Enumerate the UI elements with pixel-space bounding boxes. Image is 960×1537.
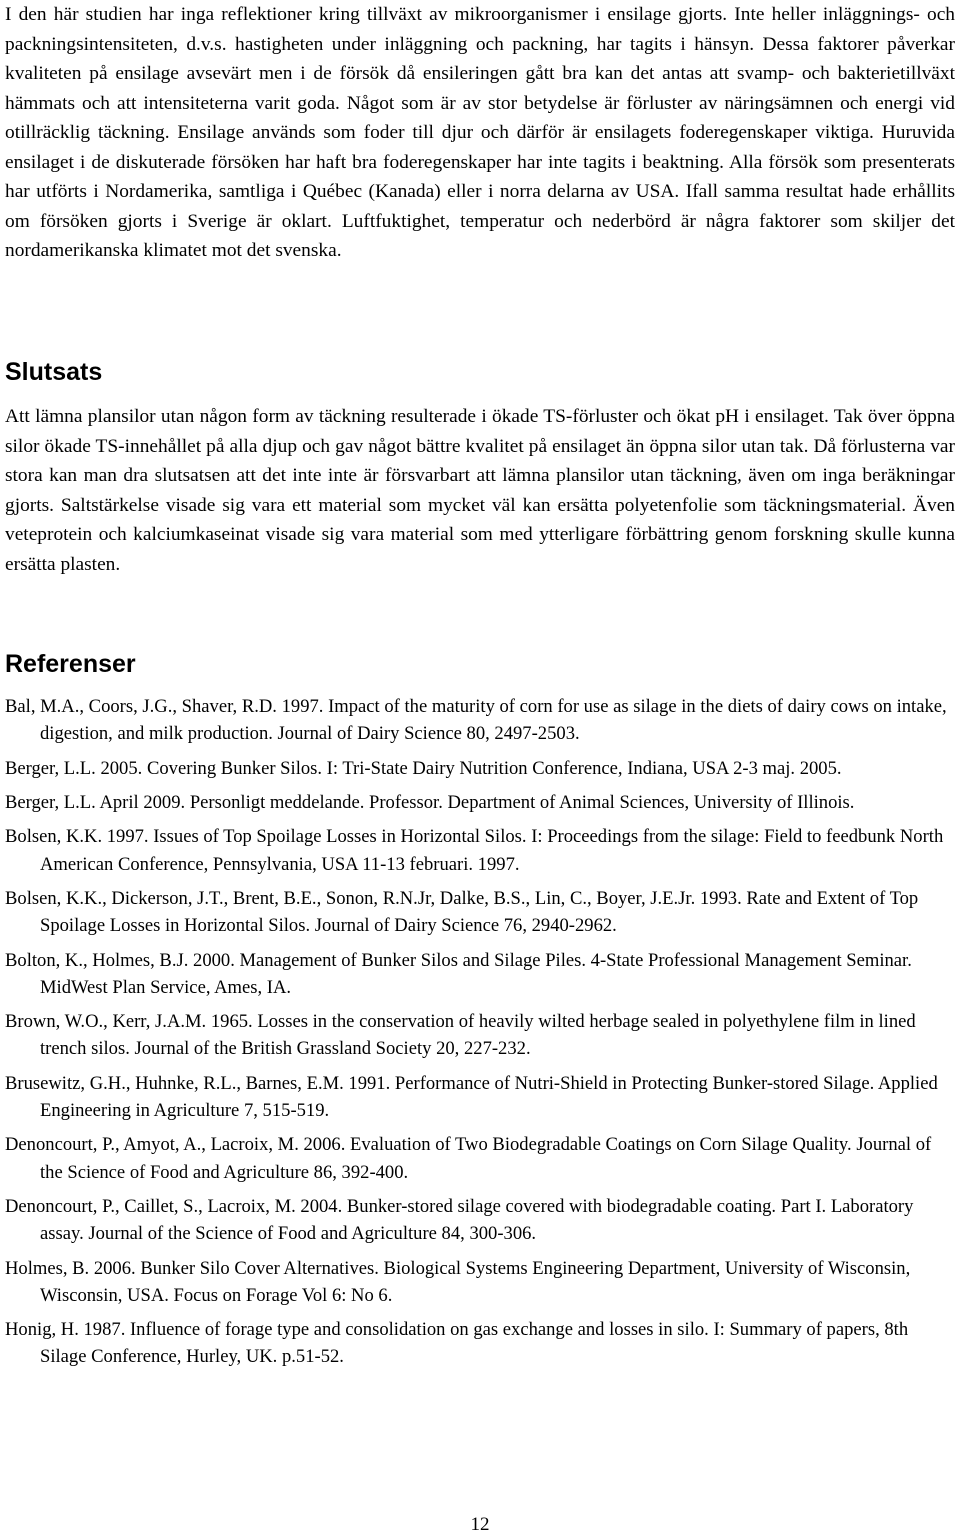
reference-item: Bolton, K., Holmes, B.J. 2000. Management of Bunker Silos and Silage Piles. 4-State Professional Management Seminar. MidWest Plan Service, Ames, IA.	[5, 949, 912, 998]
reference-item: Denoncourt, P., Caillet, S., Lacroix, M. 2004. Bunker-stored silage covered with biodegradable coating. Part I. Laboratory assay. Journal of the Science of Food and Agriculture 84, 300-306.	[5, 1195, 914, 1245]
page-number: 12	[470, 1514, 490, 1535]
reference-item: Holmes, B. 2006. Bunker Silo Cover Alternatives. Biological Systems Engineering Department, University of Wisconsin, Wisconsin, USA. Focus on Forage Vol 6: No 6.	[5, 1257, 911, 1306]
section-heading-slutsats: Slutsats	[5, 358, 103, 386]
intro-paragraph: I den här studien har inga reflektioner kring tillväxt av mikroorganismer i ensilage gjorts. Inte heller inläggnings- och packningsintensiteten, d.v.s. hastigheten under inläggning och packning, har tagits i hänsyn. Dessa faktorer påverkar kvaliteten på ensilage avsevärt men i de försök då ensileringen gått bra kan det antas att svamp- och bakterietillväxt hämmats och att intensiteterna varit goda. Något som är av stor betydelse är förluster av näringsämnen och energi vid otillräcklig täckning. Ensilage används som foder till djur och därför är ensilagets foderegenskaper viktiga. Huruvida ensilaget i de diskuterade försöken har haft bra foderegenskaper har inte tagits i beaktning. Alla försök som presenterats har utförts i Nordamerika, samtliga i Québec (Kanada) eller i norra delarna av USA. Ifall samma resultat hade erhållits om försöken gjorts i Sverige är oklart. Luftfuktighet, temperatur och nederbörd är några faktorer som skiljer det nordamerikanska klimatet mot det svenska.	[5, 4, 955, 261]
reference-item: Bal, M.A., Coors, J.G., Shaver, R.D. 1997. Impact of the maturity of corn for use as silage in the diets of dairy cows on intake, digestion, and milk production. Journal of Dairy Science 80, 2497-2503.	[5, 696, 947, 745]
section-heading-referenser: Referenser	[5, 650, 136, 678]
reference-item: Honig, H. 1987. Influence of forage type and consolidation on gas exchange and losses in silo. I: Summary of papers, 8th Silage Conference, Hurley, UK. p.51-52.	[5, 1319, 909, 1368]
reference-item: Bolsen, K.K. 1997. Issues of Top Spoilage Losses in Horizontal Silos. I: Proceedings from the silage: Field to feedbunk North American Conference, Pennsylvania, USA 11-13 februari. 1997.	[5, 826, 944, 875]
reference-item: Berger, L.L. 2005. Covering Bunker Silos. I: Tri-State Dairy Nutrition Conference, Indiana, USA 2-3 maj. 2005.	[5, 757, 842, 779]
reference-item: Brusewitz, G.H., Huhnke, R.L., Barnes, E.M. 1991. Performance of Nutri-Shield in Protecting Bunker-stored Silage. Applied Engineering in Agriculture 7, 515-519.	[5, 1072, 938, 1121]
reference-list	[5, 693, 955, 1378]
reference-item: Denoncourt, P., Amyot, A., Lacroix, M. 2006. Evaluation of Two Biodegradable Coatings on Corn Silage Quality. Journal of the Science of Food and Agriculture 86, 392-400.	[5, 1134, 932, 1183]
reference-item: Berger, L.L. April 2009. Personligt meddelande. Professor. Department of Animal Sciences, University of Illinois.	[5, 791, 855, 813]
reference-item: Bolsen, K.K., Dickerson, J.T., Brent, B.E., Sonon, R.N.Jr, Dalke, B.S., Lin, C., Boyer, J.E.Jr. 1993. Rate and Extent of Top Spoilage Losses in Horizontal Silos. Journal of Dairy Science 76, 2940-2962.	[5, 887, 919, 937]
reference-item: Brown, W.O., Kerr, J.A.M. 1965. Losses in the conservation of heavily wilted herbage sealed in polyethylene film in lined trench silos. Journal of the British Grassland Society 20, 227-232.	[5, 1011, 916, 1060]
conclusion-paragraph: Att lämna plansilor utan någon form av täckning resulterade i ökade TS-förluster och ökat pH i ensilaget. Tak över öppna silor ökade TS-innehållet på alla djup och gav något bättre kvalitet på ensilaget än öppna silor utan tak. Då förlusterna var stora kan man dra slutsatsen att det inte inte är försvarbart att lämna plansilor utan täckning, även om inga beräkningar gjorts. Saltstärkelse visade sig vara ett material som mycket väl kan ersätta polyetenfolie som täckningsmaterial. Även veteprotein och kalciumkaseinat visade sig vara material som med ytterligare förbättring genom forskning skulle kunna ersätta plasten.	[5, 406, 955, 575]
